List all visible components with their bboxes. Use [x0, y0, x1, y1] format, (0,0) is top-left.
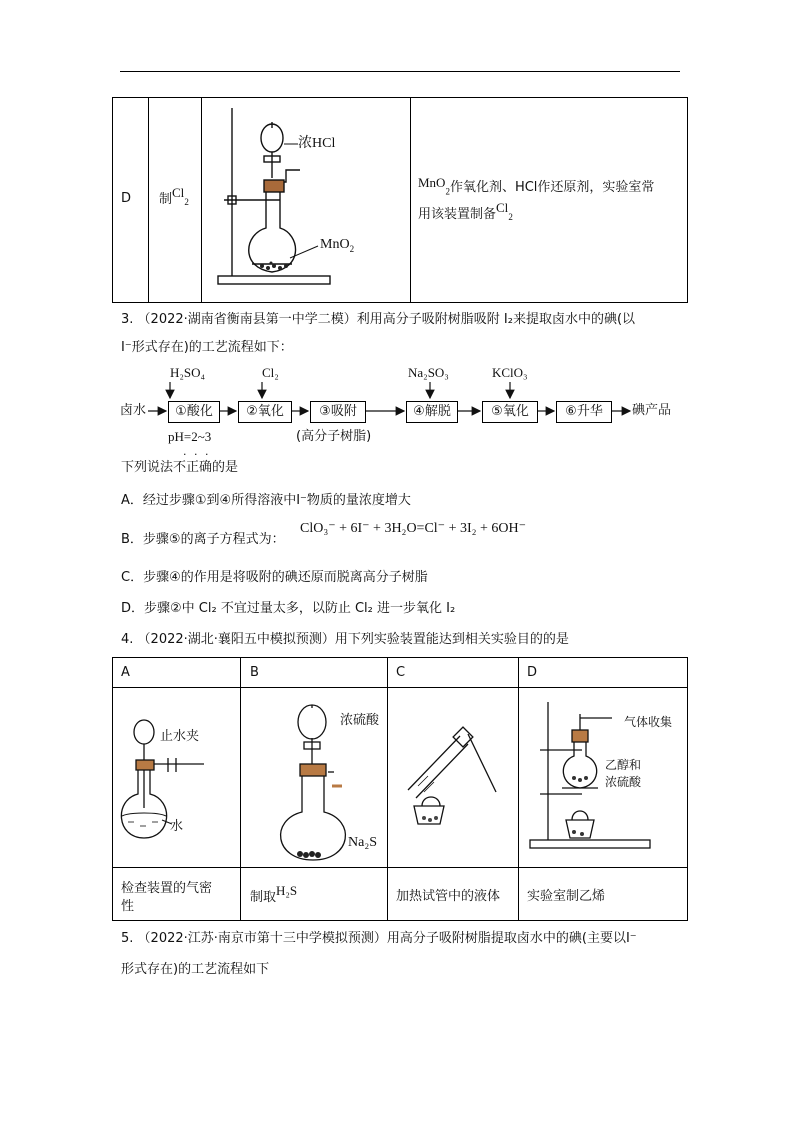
q4-header-c-cell [388, 658, 519, 688]
q3-option-b-equation: ClO₃⁻ + 6I⁻ + 3H₂O=Cl⁻ + 3I₂ + 6OH⁻ [300, 521, 527, 536]
q4-label-conc-sulfuric-d: 浓硫酸 [605, 775, 642, 789]
q3-reagent-cl2: Cl₂ [262, 365, 279, 380]
q2-chlorine-apparatus-figure [200, 100, 405, 300]
q3-flow-step-6: ⑥升华 [556, 401, 612, 423]
q4-label-water-clip: 止水夹 [160, 729, 200, 744]
q3-flow-start: 卤水 [120, 403, 147, 418]
q5-stem-line2: 形式存在)的工艺流程如下 [121, 962, 270, 977]
q4-stem: 4. （2022·湖北·襄阳五中模拟预测）用下列实验装置能达到相关实验目的的是 [121, 632, 569, 647]
q4-col-a-label: A [121, 665, 130, 680]
q4-label-na2s: Na₂S [348, 835, 377, 850]
q3-question: 下列说法不正确的是 [121, 460, 239, 475]
q3-flow-ph-note: pH=2~3 [168, 429, 212, 444]
q4-purpose-c: 加热试管中的液体 [396, 889, 501, 904]
q4-header-d-cell [519, 658, 688, 688]
q3-flow-step-5: ⑤氧化 [482, 401, 538, 423]
q4-label-water: 水 [170, 819, 184, 834]
q4-header-b-cell [241, 658, 388, 688]
q3-reagent-h2so4: H₂SO₄ [170, 365, 206, 380]
q2-option-letter: D [121, 191, 132, 206]
q3-flow-step-2: ②氧化 [238, 401, 292, 423]
q4-figure-c-heating-tube [400, 716, 510, 836]
q3-flow-step-3: ③吸附 [310, 401, 366, 423]
q3-emphasis-dots: · · · [183, 448, 211, 461]
q4-label-conc-sulfuric: 浓硫酸 [340, 713, 380, 728]
q2-description-line1: MnO$_2$作氧化剂、HCl作还原剂，实验室常 [418, 175, 655, 197]
q3-option-b-prefix: B．步骤⑤的离子方程式为： [121, 532, 285, 547]
q2-purpose: 制$Cl_2$ [159, 185, 189, 207]
q3-flow-resin-note: (高分子树脂) [296, 429, 372, 444]
q4-purpose-d: 实验室制乙烯 [527, 889, 606, 904]
q4-col-b-label: B [250, 665, 259, 680]
q3-reagent-na2so3: Na₂SO₃ [408, 365, 449, 380]
q5-stem-line1: 5. （2022·江苏·南京市第十三中学模拟预测）用高分子吸附树脂提取卤水中的碘(主要以I⁻ [121, 931, 637, 946]
q4-col-c-label: C [396, 665, 406, 680]
q4-header-a-cell [113, 658, 241, 688]
q2-label-concentrated-hcl: 浓HCl [298, 136, 336, 151]
q4-purpose-b: 制取H₂S [250, 883, 298, 905]
q4-label-ethanol: 乙醇和 [605, 758, 642, 772]
q3-option-d: D．步骤②中 Cl₂ 不宜过量太多，以防止 Cl₂ 进一步氧化 I₂ [121, 601, 456, 616]
q3-stem-line1: 3. （2022·湖南省衡南县第一中学二模）利用高分子吸附树脂吸附 I₂来提取卤水中的碘(以 [121, 312, 636, 327]
q2-description-line2: 用该装置制备$Cl_2$ [418, 200, 513, 222]
q4-col-d-label: D [527, 665, 538, 680]
q3-flow-end: 碘产品 [632, 403, 672, 418]
q2-label-mno2: MnO$_2$ [320, 237, 355, 254]
q3-flow-step-4: ④解脱 [406, 401, 458, 423]
q4-label-gas-collection: 气体收集 [624, 715, 673, 729]
q3-stem-line2: I⁻形式存在)的工艺流程如下： [121, 340, 293, 355]
q3-reagent-kclo3: KClO₃ [492, 365, 528, 380]
q3-flow-step-1: ①酸化 [168, 401, 220, 423]
q3-option-c: C．步骤④的作用是将吸附的碘还原而脱离高分子树脂 [121, 570, 428, 585]
header-rule [120, 71, 680, 72]
q4-purpose-a-line2: 性 [121, 899, 135, 914]
q4-purpose-a-line1: 检查装置的气密 [121, 881, 213, 896]
q3-option-a: A．经过步骤①到④所得溶液中I⁻物质的量浓度增大 [121, 493, 411, 508]
